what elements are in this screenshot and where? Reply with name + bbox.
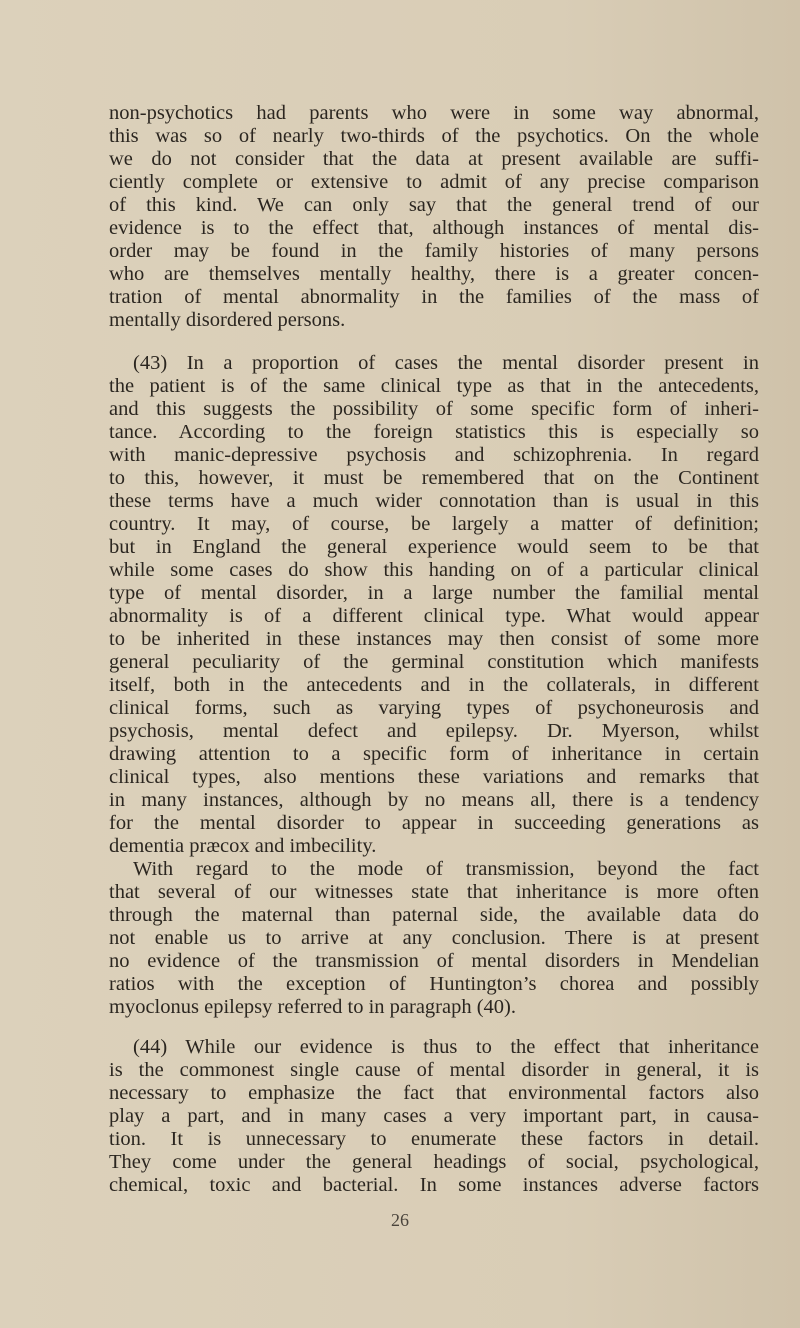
text-line: not enable us to arrive at any conclusion. There is at present [109,927,759,949]
text-line: we do not consider that the data at present available are suffi- [109,148,759,170]
text-line: tance. According to the foreign statistics this is especially so [109,421,759,443]
text-line: (43) In a proportion of cases the mental disorder present in [133,352,759,374]
text-line: to be inherited in these instances may then consist of some more [109,628,759,650]
text-line: (44) While our evidence is thus to the effect that inheritance [133,1036,759,1058]
text-line: abnormality is of a different clinical type. What would appear [109,605,759,627]
page-number: 26 [391,1210,409,1230]
text-line: order may be found in the family histories of many persons [109,240,759,262]
text-line: psychosis, mental defect and epilepsy. Dr. Myerson, whilst [109,720,759,742]
text-line: tion. It is unnecessary to enumerate these factors in detail. [109,1128,759,1150]
text-line: who are themselves mentally healthy, there is a greater concen- [109,263,759,285]
text-line: the patient is of the same clinical type as that in the antecedents, [109,375,759,397]
text-line: With regard to the mode of transmission, beyond the fact [133,858,759,880]
text-line: tration of mental abnormality in the families of the mass of [109,286,759,308]
text-line: dementia præcox and imbecility. [109,835,377,857]
text-line: no evidence of the transmission of mental disorders in Mendelian [109,950,759,972]
text-line: They come under the general headings of social, psychological, [109,1151,759,1173]
text-line: with manic-depressive psychosis and schizophrenia. In regard [109,444,759,466]
text-line: chemical, toxic and bacterial. In some instances adverse factors [109,1174,759,1196]
text-line: non-psychotics had parents who were in some way abnormal, [109,102,759,124]
text-line: general peculiarity of the germinal constitution which manifests [109,651,759,673]
paragraph-44 [109,1036,759,1197]
text-line: play a part, and in many cases a very important part, in causa- [109,1105,759,1127]
text-line: evidence is to the effect that, although instances of mental dis- [109,217,759,239]
text-line: itself, both in the antecedents and in the collaterals, in different [109,674,759,696]
text-line: drawing attention to a specific form of inheritance in certain [109,743,759,765]
text-line: clinical types, also mentions these variations and remarks that [109,766,759,788]
text-line: through the maternal than paternal side, the available data do [109,904,759,926]
text-line: clinical forms, such as varying types of psychoneurosis and [109,697,759,719]
text-line: to this, however, it must be remembered that on the Continent [109,467,759,489]
text-line: of this kind. We can only say that the general trend of our [109,194,759,216]
text-line: and this suggests the possibility of some specific form of inheri- [109,398,759,420]
paragraph-43 [109,352,759,1019]
text-line: for the mental disorder to appear in succeeding generations as [109,812,759,834]
text-line: while some cases do show this handing on of a particular clinical [109,559,759,581]
text-line: but in England the general experience would seem to be that [109,536,759,558]
text-line: ratios with the exception of Huntington’s chorea and possibly [109,973,759,995]
text-line: that several of our witnesses state that inheritance is more often [109,881,759,903]
text-line: these terms have a much wider connotation than is usual in this [109,490,759,512]
text-line: type of mental disorder, in a large number the familial mental [109,582,759,604]
paragraph-continuation [109,102,759,332]
text-line: myoclonus epilepsy referred to in paragraph (40). [109,996,517,1018]
text-line: necessary to emphasize the fact that environmental factors also [109,1082,759,1104]
text-line: this was so of nearly two-thirds of the psychotics. On the whole [109,125,759,147]
text-line: ciently complete or extensive to admit of any precise comparison [109,171,759,193]
text-line: is the commonest single cause of mental disorder in general, it is [109,1059,759,1081]
text-line: country. It may, of course, be largely a matter of definition; [109,513,759,535]
text-line: mentally disordered persons. [109,309,346,331]
text-line: in many instances, although by no means all, there is a tendency [109,789,759,811]
